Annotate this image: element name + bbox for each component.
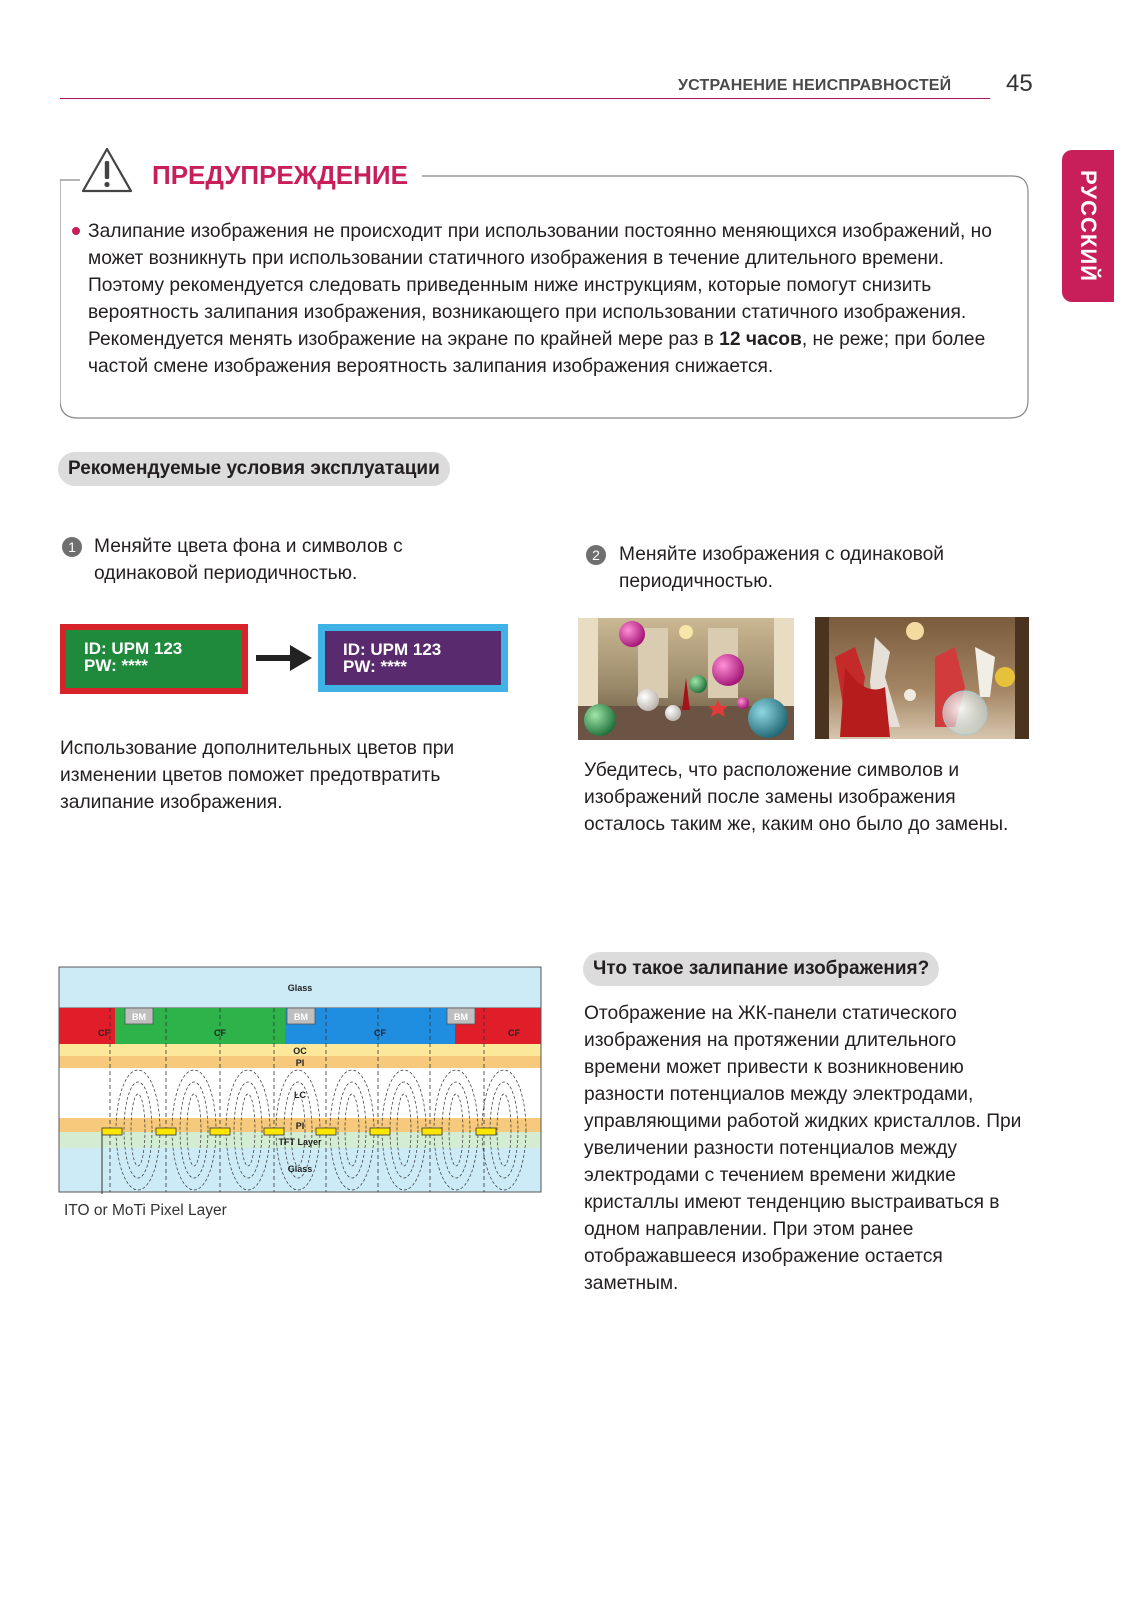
step2-text: Меняйте изображения с одинаковой периодичностью. xyxy=(619,544,944,592)
label-bm-3: BM xyxy=(454,1012,468,1022)
page-number: 45 xyxy=(1006,70,1033,97)
color-box-before-line1: ID: UPM 123 xyxy=(84,639,183,658)
recommended-heading: Рекомендуемые условия эксплуатации xyxy=(58,452,450,486)
step1-text: Меняйте цвета фона и символов с одинаковой периодичностью. xyxy=(94,536,403,584)
color-box-after xyxy=(318,624,508,692)
color-box-before-line2: PW: **** xyxy=(84,656,148,675)
language-tab-label: РУССКИЙ xyxy=(1076,170,1101,282)
warning-bold-text: 12 часов xyxy=(719,329,802,350)
arrow-right-icon xyxy=(256,643,312,673)
what-is-text: Отображение на ЖК-панели статического изображения на протяжении длительного времени может привести к возникновению разности потенциалов между электродами, управляющими работой жидких кристаллов. При увеличении разности потенциалов между электродами с течением времени жидкие кристаллы имеют тенденцию выстраиваться в одном направлении. При этом ранее отображавшееся изображение остается заметным. xyxy=(584,1003,1022,1294)
label-pi-top: PI xyxy=(295,1058,305,1068)
color-box-before xyxy=(60,624,248,694)
color-box-after-line2: PW: **** xyxy=(343,657,407,676)
language-tab xyxy=(1062,150,1114,302)
step1-number: 1 xyxy=(62,537,82,557)
bullet-dot xyxy=(72,227,80,235)
label-lc: LC xyxy=(294,1090,306,1100)
example-photo-dancers xyxy=(815,617,1029,739)
step2-description: Убедитесь, что расположение символов и изображений после замены изображения осталось таким же, каким оно было до замены. xyxy=(584,760,1009,835)
step2-number: 2 xyxy=(586,545,606,565)
label-oc: OC xyxy=(293,1046,307,1056)
color-box-after-line1: ID: UPM 123 xyxy=(343,640,442,659)
what-is-heading: Что такое залипание изображения? xyxy=(583,952,939,986)
warning-icon xyxy=(80,146,134,194)
label-bm-1: BM xyxy=(132,1012,146,1022)
label-glass-top: Glass xyxy=(287,983,313,993)
label-tft: TFT Layer xyxy=(278,1137,322,1147)
label-bm-2: BM xyxy=(294,1012,308,1022)
label-cf-2: CF xyxy=(214,1028,226,1038)
section-title: УСТРАНЕНИЕ НЕИСПРАВНОСТЕЙ xyxy=(678,77,952,94)
step1-description: Использование дополнительных цветов при изменении цветов поможет предотвратить залипание изображения. xyxy=(60,738,455,813)
header-divider xyxy=(60,98,990,99)
label-pi-bottom: PI xyxy=(295,1121,305,1131)
lcd-cross-section-diagram xyxy=(58,966,542,1194)
warning-text: Залипание изображения не происходит при использовании постоянно меняющихся изображений, но может возникнуть при использовании статичного изображения в течение длительного времени. Поэтому рекомендуется следовать приведенным ниже инструкциям, которые помогут снизить вероятность залипания изображения, возникающего при использовании статичного изображения. Рекомендуется менять изображение на экране по крайней мере раз в 12 часов, не реже; при более частой смене изображения вероятность залипания изображения снижается. xyxy=(88,221,992,377)
label-cf-3: CF xyxy=(374,1028,386,1038)
label-cf-1: CF xyxy=(98,1028,110,1038)
label-glass-bottom: Glass xyxy=(287,1164,313,1174)
example-photo-balls xyxy=(578,618,794,740)
warning-title: ПРЕДУПРЕЖДЕНИЕ xyxy=(146,160,414,191)
diagram-caption: ITO or MoTi Pixel Layer xyxy=(64,1202,227,1219)
label-cf-4: CF xyxy=(508,1028,520,1038)
